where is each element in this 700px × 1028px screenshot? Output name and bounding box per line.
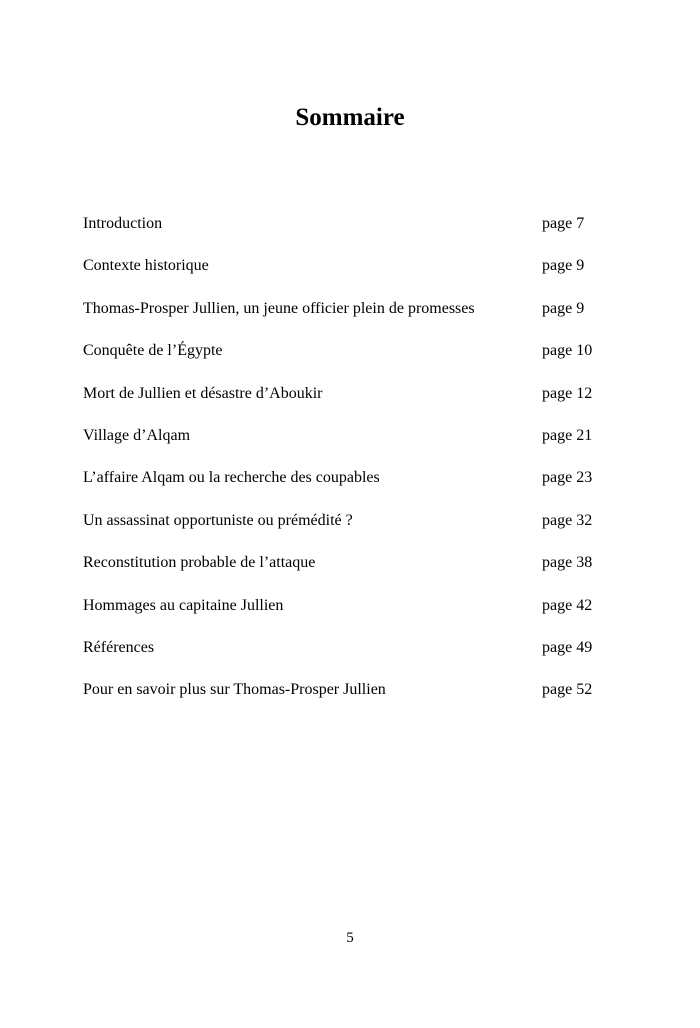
toc-entry-title: Un assassinat opportuniste ou prémédité ? <box>83 511 353 529</box>
toc-entry <box>83 255 613 297</box>
toc-entry-title: Mort de Jullien et désastre d’Aboukir <box>83 384 323 402</box>
toc-entry-page: page 12 <box>542 384 593 402</box>
toc-entry <box>83 552 613 594</box>
toc-entry-title: Introduction <box>83 215 163 232</box>
toc-entry <box>83 510 613 552</box>
toc-entry-page: page 7 <box>542 215 585 232</box>
toc-entry-title: Thomas-Prosper Jullien, un jeune officier plein de promesses <box>83 299 475 317</box>
toc-entry-page: page 9 <box>542 257 585 275</box>
toc-entry-title: L’affaire Alqam ou la recherche des coupables <box>83 469 380 487</box>
toc-entry <box>83 340 613 382</box>
toc-entry-page: page 32 <box>542 511 593 529</box>
toc-entry <box>83 425 613 467</box>
toc-entry-title: Références <box>83 638 155 656</box>
toc-entry-page: page 42 <box>542 596 593 614</box>
toc-entry <box>83 383 613 425</box>
toc-entry <box>83 637 613 679</box>
toc-entry <box>83 467 613 509</box>
toc-entry-title: Reconstitution probable de l’attaque <box>83 554 316 572</box>
toc-entry-page: page 21 <box>542 426 593 444</box>
toc-entry-page: page 10 <box>542 342 593 360</box>
toc-entry-page: page 9 <box>542 299 585 317</box>
toc-entry-page: page 23 <box>542 469 593 487</box>
toc-entry-title: Contexte historique <box>83 257 209 275</box>
toc-entry <box>83 213 613 255</box>
toc-entry-title: Hommages au capitaine Jullien <box>83 596 284 614</box>
toc-entry-page: page 52 <box>542 681 593 699</box>
toc-entry <box>83 679 613 721</box>
toc-entry-page: page 38 <box>542 554 593 572</box>
toc-entry-title: Village d’Alqam <box>83 426 191 444</box>
toc-entry-title: Conquête de l’Égypte <box>83 342 223 360</box>
table-of-contents <box>83 213 613 722</box>
page-number: 5 <box>346 930 354 946</box>
toc-entry <box>83 298 613 340</box>
toc-entry <box>83 595 613 637</box>
toc-entry-title: Pour en savoir plus sur Thomas-Prosper Jullien <box>83 681 386 699</box>
page-title: Sommaire <box>295 104 405 131</box>
toc-entry-page: page 49 <box>542 638 593 656</box>
